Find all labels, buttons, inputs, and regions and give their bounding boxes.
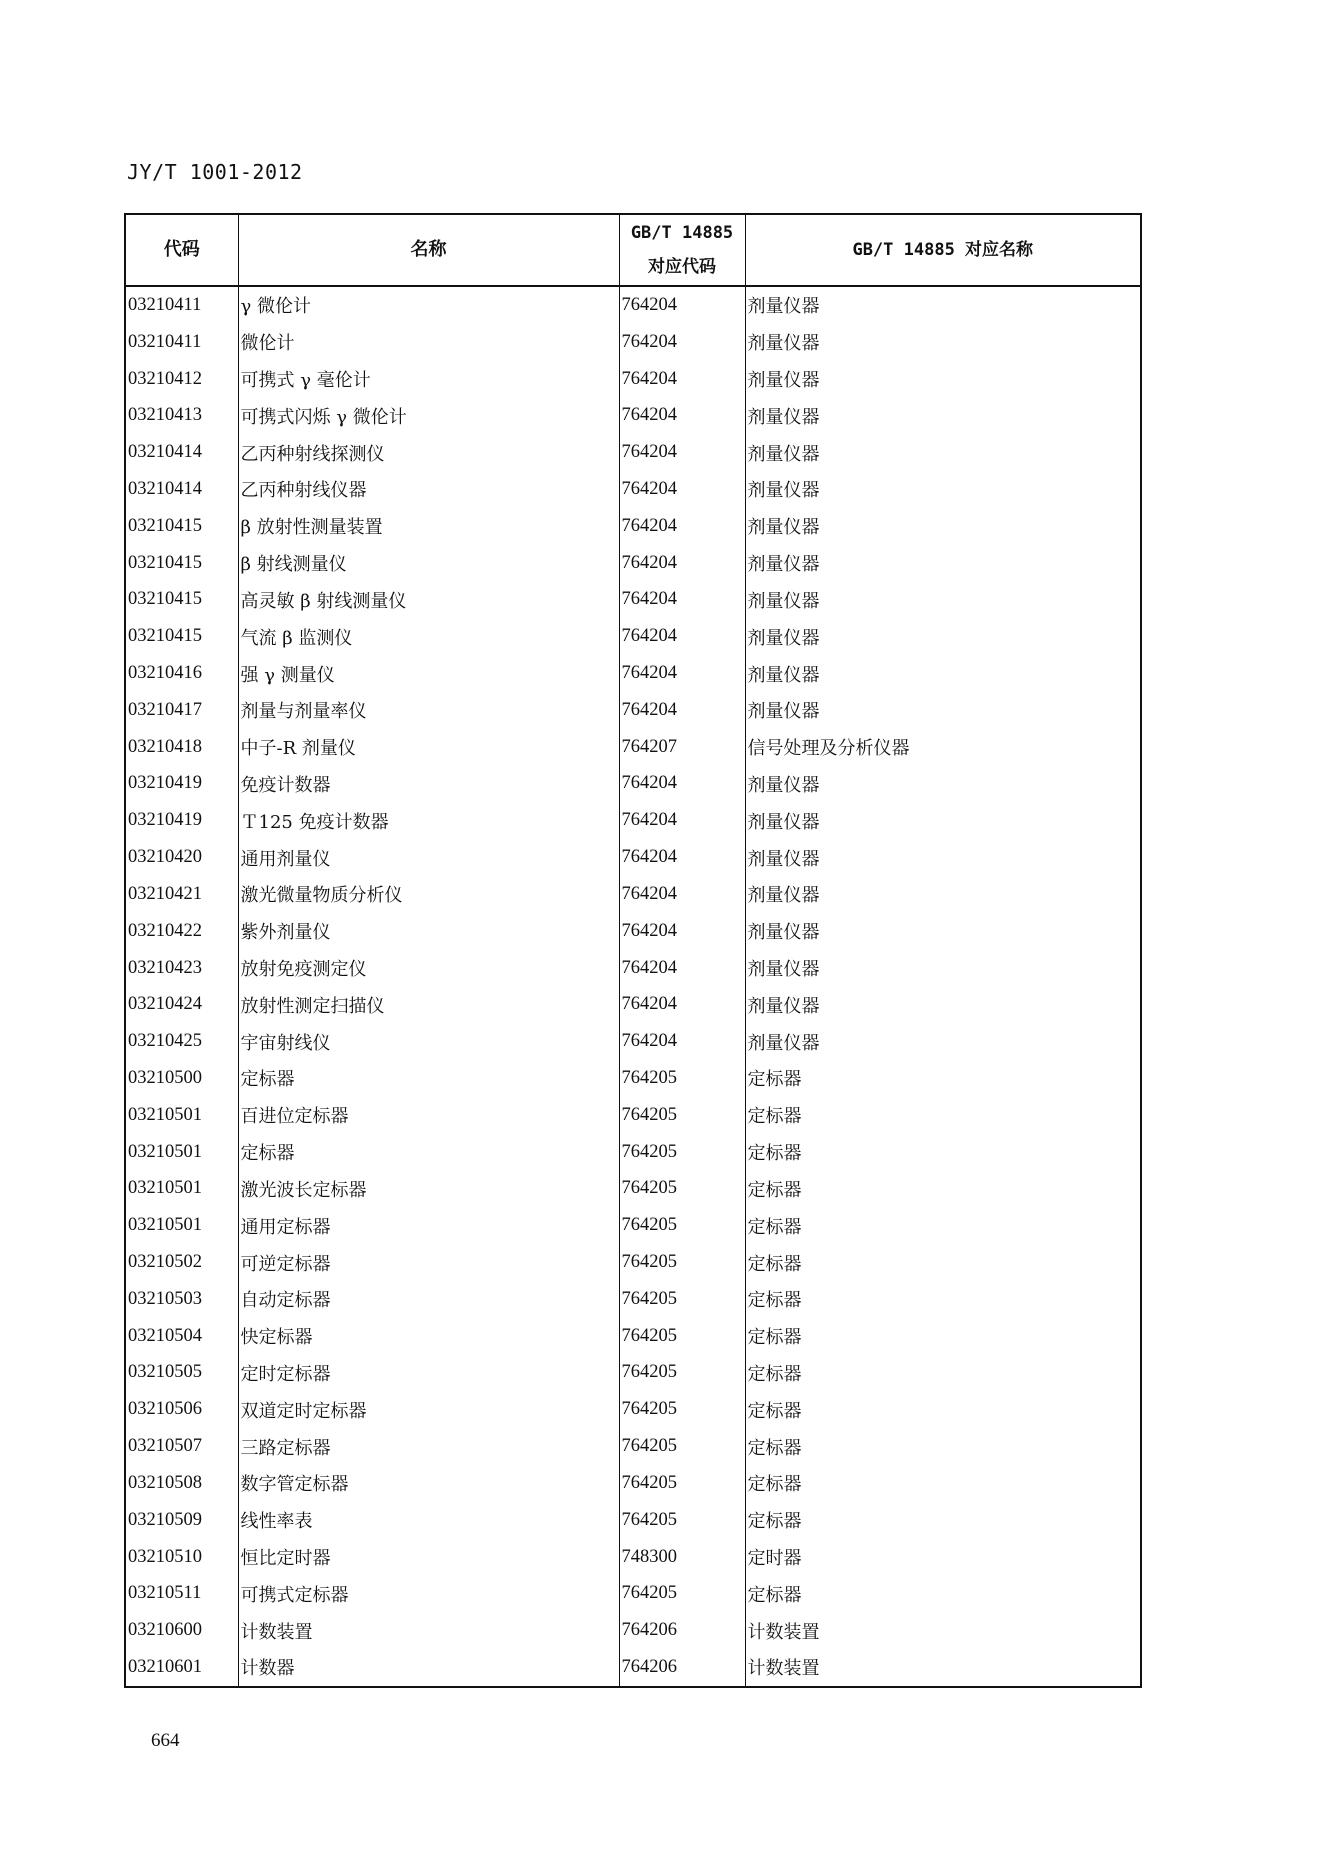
cell-gb-name: 定标器	[745, 1207, 1141, 1244]
cell-gb-name: 定标器	[745, 1281, 1141, 1318]
cell-gb-name: 剂量仪器	[745, 655, 1141, 692]
page-number: 664	[151, 1730, 180, 1751]
cell-gb-code: 764204	[619, 950, 745, 987]
table-row	[125, 655, 1141, 692]
column-header-gb-name: GB/T 14885 对应名称	[745, 214, 1141, 286]
cell-code: 03210419	[125, 802, 238, 839]
cell-name: 三路定标器	[238, 1428, 619, 1465]
column-header-gb-code-line1: GB/T 14885	[630, 223, 734, 243]
cell-gb-code: 764205	[619, 1465, 745, 1502]
cell-code: 03210423	[125, 950, 238, 987]
table-row	[125, 839, 1141, 876]
cell-code: 03210413	[125, 397, 238, 434]
cell-name: 放射性测定扫描仪	[238, 986, 619, 1023]
cell-name: 放射免疫测定仪	[238, 950, 619, 987]
cell-name: 可携式 γ 毫伦计	[238, 361, 619, 398]
cell-name: 高灵敏 β 射线测量仪	[238, 582, 619, 619]
cell-code: 03210420	[125, 839, 238, 876]
cell-gb-code: 764205	[619, 1428, 745, 1465]
cell-name: 可携式定标器	[238, 1575, 619, 1612]
column-header-code: 代码	[125, 214, 238, 286]
cell-code: 03210416	[125, 655, 238, 692]
cell-name: γ 微伦计	[238, 286, 619, 324]
table-row	[125, 1244, 1141, 1281]
cell-name: β 射线测量仪	[238, 545, 619, 582]
cell-code: 03210419	[125, 766, 238, 803]
table-row	[125, 471, 1141, 508]
cell-code: 03210501	[125, 1097, 238, 1134]
table-row	[125, 1207, 1141, 1244]
table-row	[125, 986, 1141, 1023]
cell-gb-name: 定标器	[745, 1244, 1141, 1281]
document-standard-code: JY/T 1001-2012	[127, 160, 303, 184]
cell-gb-name: 剂量仪器	[745, 876, 1141, 913]
table-header-row	[125, 214, 1141, 286]
cell-gb-code: 764204	[619, 361, 745, 398]
cell-name: 紫外剂量仪	[238, 913, 619, 950]
table-row	[125, 1171, 1141, 1208]
cell-gb-code: 764204	[619, 766, 745, 803]
cell-gb-code: 764207	[619, 729, 745, 766]
table-row	[125, 545, 1141, 582]
table-body	[125, 286, 1141, 1687]
cell-name: 激光波长定标器	[238, 1171, 619, 1208]
cell-gb-code: 764205	[619, 1097, 745, 1134]
table-row	[125, 1318, 1141, 1355]
table-row	[125, 1575, 1141, 1612]
cell-name: 乙丙种射线仪器	[238, 471, 619, 508]
column-header-gb-code	[619, 214, 745, 286]
table-row	[125, 1649, 1141, 1687]
cell-name: 线性率表	[238, 1502, 619, 1539]
cell-name: 定标器	[238, 1134, 619, 1171]
table-row	[125, 1612, 1141, 1649]
cell-gb-name: 定标器	[745, 1171, 1141, 1208]
table-row	[125, 766, 1141, 803]
cell-name: 乙丙种射线探测仪	[238, 434, 619, 471]
cell-gb-name: 剂量仪器	[745, 1023, 1141, 1060]
cell-gb-code: 764205	[619, 1391, 745, 1428]
cell-code: 03210415	[125, 508, 238, 545]
cell-code: 03210414	[125, 434, 238, 471]
cell-code: 03210411	[125, 324, 238, 361]
cell-code: 03210414	[125, 471, 238, 508]
cell-gb-name: 剂量仪器	[745, 582, 1141, 619]
cell-gb-name: 剂量仪器	[745, 950, 1141, 987]
cell-gb-code: 764206	[619, 1649, 745, 1687]
cell-gb-name: 剂量仪器	[745, 508, 1141, 545]
cell-gb-name: 定标器	[745, 1465, 1141, 1502]
cell-name: 自动定标器	[238, 1281, 619, 1318]
cell-gb-name: 定标器	[745, 1134, 1141, 1171]
cell-code: 03210501	[125, 1171, 238, 1208]
cell-gb-code: 764205	[619, 1207, 745, 1244]
table-row	[125, 618, 1141, 655]
cell-gb-code: 764204	[619, 471, 745, 508]
table-row	[125, 913, 1141, 950]
cell-code: 03210500	[125, 1060, 238, 1097]
cell-name: 恒比定时器	[238, 1539, 619, 1576]
cell-code: 03210510	[125, 1539, 238, 1576]
cell-code: 03210504	[125, 1318, 238, 1355]
cell-gb-code: 764205	[619, 1171, 745, 1208]
cell-gb-code: 764204	[619, 434, 745, 471]
cell-name: 剂量与剂量率仪	[238, 692, 619, 729]
table-row	[125, 286, 1141, 324]
cell-gb-code: 764204	[619, 839, 745, 876]
table-row	[125, 582, 1141, 619]
cell-name: β 放射性测量装置	[238, 508, 619, 545]
cell-gb-name: 剂量仪器	[745, 692, 1141, 729]
cell-code: 03210502	[125, 1244, 238, 1281]
cell-code: 03210503	[125, 1281, 238, 1318]
column-header-name: 名称	[238, 214, 619, 286]
table-row	[125, 361, 1141, 398]
cell-gb-name: 剂量仪器	[745, 618, 1141, 655]
cell-code: 03210422	[125, 913, 238, 950]
table-row	[125, 324, 1141, 361]
table-row	[125, 729, 1141, 766]
column-header-gb-code-line2: 对应代码	[648, 257, 716, 277]
cell-gb-name: 剂量仪器	[745, 361, 1141, 398]
cell-gb-code: 764204	[619, 324, 745, 361]
table-row	[125, 1281, 1141, 1318]
cell-code: 03210511	[125, 1575, 238, 1612]
cell-gb-code: 764204	[619, 986, 745, 1023]
cell-gb-code: 764204	[619, 286, 745, 324]
table-row	[125, 1134, 1141, 1171]
cell-code: 03210508	[125, 1465, 238, 1502]
cell-name: 双道定时定标器	[238, 1391, 619, 1428]
cell-gb-name: 剂量仪器	[745, 324, 1141, 361]
cell-gb-name: 剂量仪器	[745, 434, 1141, 471]
table-row	[125, 1391, 1141, 1428]
table-row	[125, 434, 1141, 471]
cell-code: 03210418	[125, 729, 238, 766]
cell-gb-name: 定标器	[745, 1391, 1141, 1428]
cell-gb-code: 764204	[619, 545, 745, 582]
cell-name: 激光微量物质分析仪	[238, 876, 619, 913]
cell-gb-code: 764204	[619, 692, 745, 729]
cell-name: 可携式闪烁 γ 微伦计	[238, 397, 619, 434]
cell-gb-code: 764204	[619, 876, 745, 913]
cell-code: 03210424	[125, 986, 238, 1023]
cell-name: 中子-R 剂量仪	[238, 729, 619, 766]
cell-code: 03210501	[125, 1134, 238, 1171]
cell-gb-code: 764205	[619, 1281, 745, 1318]
cell-code: 03210601	[125, 1649, 238, 1687]
cell-gb-code: 764204	[619, 397, 745, 434]
cell-gb-name: 定标器	[745, 1575, 1141, 1612]
cell-gb-name: 定标器	[745, 1097, 1141, 1134]
cell-name: 通用定标器	[238, 1207, 619, 1244]
cell-code: 03210506	[125, 1391, 238, 1428]
cell-gb-code: 764205	[619, 1355, 745, 1392]
cell-gb-name: 计数装置	[745, 1649, 1141, 1687]
table-row	[125, 692, 1141, 729]
cell-code: 03210415	[125, 545, 238, 582]
cell-code: 03210415	[125, 618, 238, 655]
cell-code: 03210507	[125, 1428, 238, 1465]
cell-gb-code: 764204	[619, 582, 745, 619]
cell-gb-code: 764204	[619, 508, 745, 545]
cell-name: 强 γ 测量仪	[238, 655, 619, 692]
cell-gb-code: 764204	[619, 618, 745, 655]
cell-code: 03210509	[125, 1502, 238, 1539]
cell-gb-name: 剂量仪器	[745, 471, 1141, 508]
cell-gb-code: 764205	[619, 1244, 745, 1281]
cell-name: 微伦计	[238, 324, 619, 361]
cell-gb-name: 剂量仪器	[745, 986, 1141, 1023]
cell-code: 03210411	[125, 286, 238, 324]
cell-code: 03210425	[125, 1023, 238, 1060]
cell-code: 03210415	[125, 582, 238, 619]
cell-gb-code: 764204	[619, 913, 745, 950]
table-row	[125, 1023, 1141, 1060]
table-row	[125, 876, 1141, 913]
cell-gb-name: 剂量仪器	[745, 839, 1141, 876]
cell-name: 定标器	[238, 1060, 619, 1097]
cell-name: Ｔ125 免疫计数器	[238, 802, 619, 839]
cell-name: 计数装置	[238, 1612, 619, 1649]
cell-code: 03210600	[125, 1612, 238, 1649]
cell-gb-name: 计数装置	[745, 1612, 1141, 1649]
cell-code: 03210412	[125, 361, 238, 398]
cell-gb-name: 剂量仪器	[745, 545, 1141, 582]
cell-name: 气流 β 监测仪	[238, 618, 619, 655]
cell-code: 03210505	[125, 1355, 238, 1392]
cell-gb-name: 定时器	[745, 1539, 1141, 1576]
cell-name: 免疫计数器	[238, 766, 619, 803]
cell-gb-code: 764204	[619, 1023, 745, 1060]
cell-code: 03210417	[125, 692, 238, 729]
cell-gb-code: 764205	[619, 1575, 745, 1612]
table-row	[125, 1428, 1141, 1465]
cell-gb-code: 748300	[619, 1539, 745, 1576]
table-row	[125, 508, 1141, 545]
cell-name: 定时定标器	[238, 1355, 619, 1392]
cell-gb-name: 定标器	[745, 1428, 1141, 1465]
cell-gb-name: 剂量仪器	[745, 397, 1141, 434]
cell-gb-name: 信号处理及分析仪器	[745, 729, 1141, 766]
table-row	[125, 1097, 1141, 1134]
cell-name: 数字管定标器	[238, 1465, 619, 1502]
cell-name: 宇宙射线仪	[238, 1023, 619, 1060]
cell-gb-name: 定标器	[745, 1318, 1141, 1355]
cell-gb-name: 剂量仪器	[745, 913, 1141, 950]
cell-name: 快定标器	[238, 1318, 619, 1355]
table-row	[125, 1502, 1141, 1539]
cell-name: 可逆定标器	[238, 1244, 619, 1281]
cell-name: 计数器	[238, 1649, 619, 1687]
cell-gb-code: 764205	[619, 1318, 745, 1355]
cell-gb-name: 剂量仪器	[745, 802, 1141, 839]
table-row	[125, 397, 1141, 434]
cell-gb-code: 764204	[619, 802, 745, 839]
cell-gb-code: 764205	[619, 1134, 745, 1171]
cell-code: 03210421	[125, 876, 238, 913]
cell-gb-name: 剂量仪器	[745, 766, 1141, 803]
table-row	[125, 1355, 1141, 1392]
cell-name: 通用剂量仪	[238, 839, 619, 876]
cell-gb-name: 定标器	[745, 1502, 1141, 1539]
table-row	[125, 1060, 1141, 1097]
cell-gb-name: 剂量仪器	[745, 286, 1141, 324]
cell-gb-code: 764205	[619, 1502, 745, 1539]
cell-gb-code: 764205	[619, 1060, 745, 1097]
cell-gb-name: 定标器	[745, 1060, 1141, 1097]
table-row	[125, 1465, 1141, 1502]
code-mapping-table	[124, 213, 1142, 1688]
table-row	[125, 950, 1141, 987]
cell-gb-code: 764206	[619, 1612, 745, 1649]
table-row	[125, 1539, 1141, 1576]
cell-name: 百进位定标器	[238, 1097, 619, 1134]
cell-gb-name: 定标器	[745, 1355, 1141, 1392]
table-row	[125, 802, 1141, 839]
cell-gb-code: 764204	[619, 655, 745, 692]
cell-code: 03210501	[125, 1207, 238, 1244]
